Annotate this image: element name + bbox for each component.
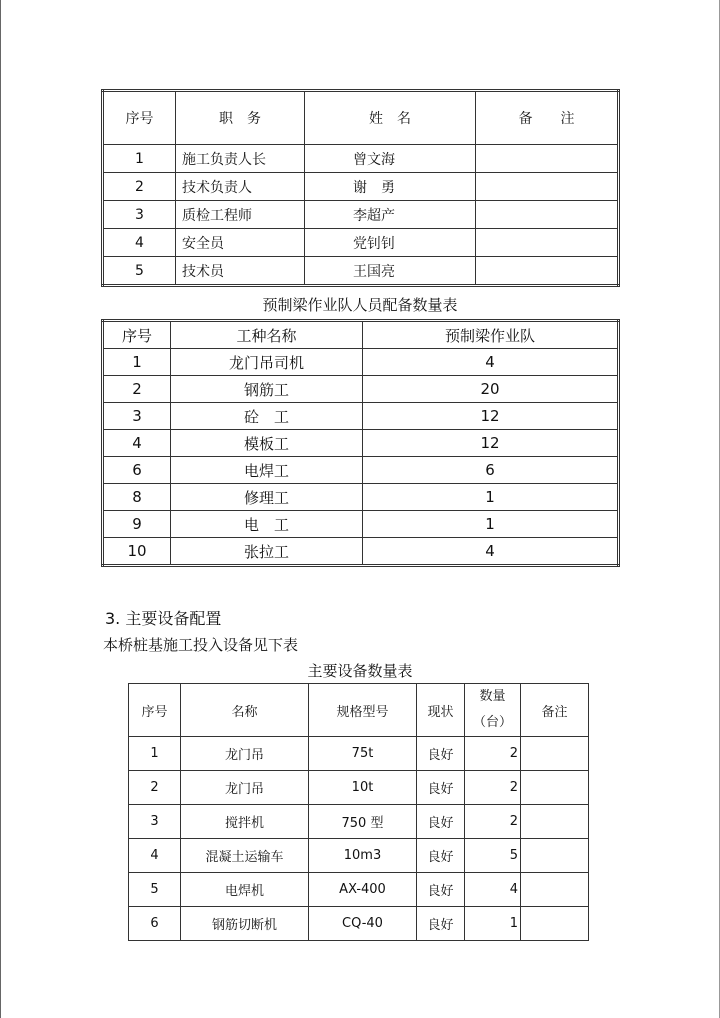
note-cell	[521, 839, 589, 873]
row-number: 8	[103, 484, 171, 511]
quantity-cell: 5	[465, 839, 521, 873]
count-cell: 1	[363, 484, 619, 511]
table-row	[103, 538, 619, 566]
table-row	[129, 873, 589, 907]
table-row	[103, 403, 619, 430]
crew-table-caption: 预制梁作业队人员配备数量表	[262, 296, 458, 314]
row-number: 5	[129, 873, 181, 907]
note-cell	[521, 771, 589, 805]
note-cell	[476, 257, 619, 286]
header-cell: 规格型号	[309, 684, 417, 737]
status-cell: 良好	[417, 737, 465, 771]
table-row	[129, 737, 589, 771]
table-row	[103, 484, 619, 511]
row-number: 2	[129, 771, 181, 805]
table-header-row	[103, 321, 619, 349]
header-cell-quantity	[465, 684, 521, 737]
trade-cell: 砼 工	[171, 403, 363, 430]
section-title: 3. 主要设备配置	[105, 609, 222, 628]
header-cell: 姓 名	[305, 91, 476, 145]
row-number: 1	[103, 349, 171, 376]
status-cell: 良好	[417, 873, 465, 907]
row-number: 6	[129, 907, 181, 941]
note-cell	[521, 737, 589, 771]
model-cell: 75t	[309, 737, 417, 771]
note-cell	[521, 907, 589, 941]
position-cell: 施工负责人长	[176, 145, 305, 173]
table-row	[129, 771, 589, 805]
count-cell: 1	[363, 511, 619, 538]
table-row	[103, 376, 619, 403]
personnel-table	[101, 89, 620, 287]
row-number: 10	[103, 538, 171, 566]
count-cell: 20	[363, 376, 619, 403]
trade-cell: 修理工	[171, 484, 363, 511]
status-cell: 良好	[417, 839, 465, 873]
equipment-name-cell: 电焊机	[181, 873, 309, 907]
note-cell	[476, 229, 619, 257]
equipment-table-caption: 主要设备数量表	[307, 662, 413, 680]
name-cell: 王国亮	[305, 257, 476, 286]
header-cell: 备 注	[476, 91, 619, 145]
model-cell: CQ-40	[309, 907, 417, 941]
note-cell	[521, 873, 589, 907]
section-description: 本桥桩基施工投入设备见下表	[103, 636, 299, 654]
table-row	[129, 805, 589, 839]
header-cell: 序号	[103, 91, 176, 145]
name-cell: 党钊钊	[305, 229, 476, 257]
note-cell	[521, 805, 589, 839]
quantity-header-line2: （台）	[472, 715, 512, 730]
equipment-name-cell: 钢筋切断机	[181, 907, 309, 941]
table-row	[103, 257, 619, 286]
header-cell: 备注	[521, 684, 589, 737]
header-cell: 序号	[103, 321, 171, 349]
table-row	[103, 511, 619, 538]
header-cell: 现状	[417, 684, 465, 737]
header-cell: 预制梁作业队	[363, 321, 619, 349]
table-row	[103, 349, 619, 376]
row-number: 1	[129, 737, 181, 771]
status-cell: 良好	[417, 907, 465, 941]
equipment-table	[128, 683, 589, 941]
count-cell: 12	[363, 403, 619, 430]
crew-table	[101, 319, 620, 567]
page-edge-left	[0, 0, 1, 1018]
row-number: 9	[103, 511, 171, 538]
table-row	[129, 839, 589, 873]
table-row	[103, 173, 619, 201]
count-cell: 4	[363, 538, 619, 566]
count-cell: 12	[363, 430, 619, 457]
equipment-name-cell: 搅拌机	[181, 805, 309, 839]
quantity-cell: 2	[465, 805, 521, 839]
table-row	[103, 201, 619, 229]
name-cell: 李超产	[305, 201, 476, 229]
position-cell: 安全员	[176, 229, 305, 257]
row-number: 1	[103, 145, 176, 173]
trade-cell: 电焊工	[171, 457, 363, 484]
trade-cell: 钢筋工	[171, 376, 363, 403]
equipment-name-cell: 龙门吊	[181, 737, 309, 771]
equipment-name-cell: 混凝土运输车	[181, 839, 309, 873]
trade-cell: 模板工	[171, 430, 363, 457]
quantity-cell: 1	[465, 907, 521, 941]
row-number: 6	[103, 457, 171, 484]
row-number: 4	[103, 229, 176, 257]
model-cell: AX-400	[309, 873, 417, 907]
position-cell: 技术员	[176, 257, 305, 286]
trade-cell: 张拉工	[171, 538, 363, 566]
trade-cell: 龙门吊司机	[171, 349, 363, 376]
name-cell: 曾文海	[305, 145, 476, 173]
table-header-row	[103, 91, 619, 145]
table-row	[103, 457, 619, 484]
header-cell: 职 务	[176, 91, 305, 145]
count-cell: 6	[363, 457, 619, 484]
row-number: 2	[103, 376, 171, 403]
table-header-row	[129, 684, 589, 737]
row-number: 3	[129, 805, 181, 839]
count-cell: 4	[363, 349, 619, 376]
model-cell: 750 型	[309, 805, 417, 839]
note-cell	[476, 173, 619, 201]
status-cell: 良好	[417, 805, 465, 839]
table-row	[129, 907, 589, 941]
table-row	[103, 145, 619, 173]
note-cell	[476, 201, 619, 229]
trade-cell: 电 工	[171, 511, 363, 538]
position-cell: 技术负责人	[176, 173, 305, 201]
quantity-cell: 2	[465, 771, 521, 805]
model-cell: 10t	[309, 771, 417, 805]
position-cell: 质检工程师	[176, 201, 305, 229]
quantity-cell: 2	[465, 737, 521, 771]
table-row	[103, 229, 619, 257]
note-cell	[476, 145, 619, 173]
row-number: 3	[103, 403, 171, 430]
row-number: 5	[103, 257, 176, 286]
header-cell: 名称	[181, 684, 309, 737]
row-number: 4	[103, 430, 171, 457]
table-row	[103, 430, 619, 457]
header-cell: 工种名称	[171, 321, 363, 349]
row-number: 2	[103, 173, 176, 201]
name-cell: 谢 勇	[305, 173, 476, 201]
status-cell: 良好	[417, 771, 465, 805]
row-number: 4	[129, 839, 181, 873]
equipment-name-cell: 龙门吊	[181, 771, 309, 805]
row-number: 3	[103, 201, 176, 229]
quantity-header-line1: 数量	[479, 689, 506, 704]
header-cell: 序号	[129, 684, 181, 737]
model-cell: 10m3	[309, 839, 417, 873]
quantity-cell: 4	[465, 873, 521, 907]
